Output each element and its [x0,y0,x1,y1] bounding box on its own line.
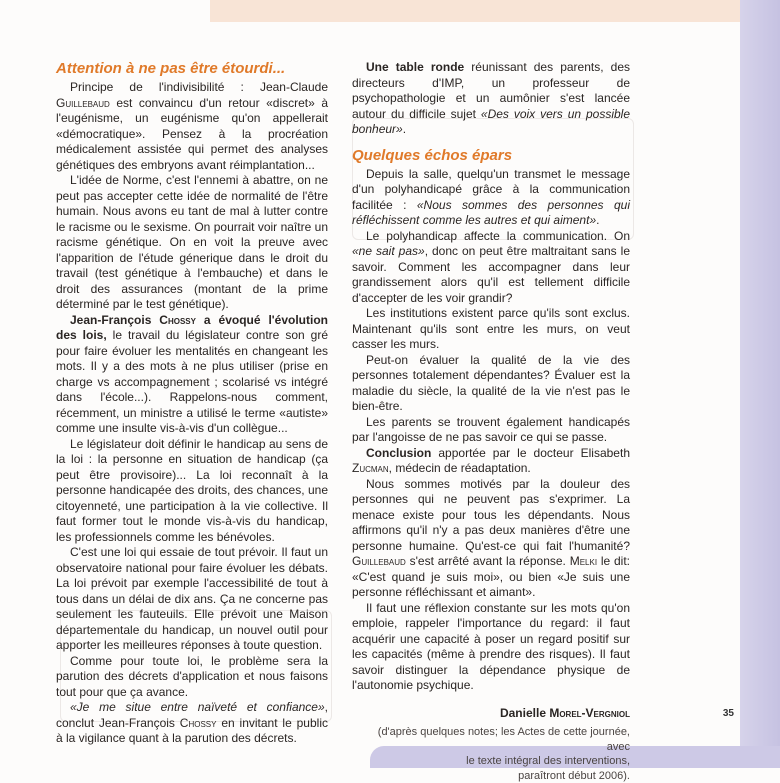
quote: «Nous sommes des personnes qui réfléchissent comme les autres et qui aiment» [352,197,630,227]
author-signature: Danielle Morel-Vergniol [499,705,630,720]
paragraph: Une table ronde réunissant des parents, des directeurs d'IMP, un professeur de psychopathologie et un aumônier s'est lancée autour du difficile sujet «Des voix vers un possible bonheur». [352,60,630,136]
section-heading-attention: Attention à ne pas être étourdi... [56,60,286,77]
author-name: Guillebaud [56,95,110,110]
page-number: 35 [722,708,734,719]
paragraph: Nous sommes motivés par la douleur des personnes qui ne peuvent pas s'exprimer. La menace existe pour tous les dépendants. Nous affirmons qu'il n'y a pas deux manières d'être une personne humaine. Qu'est-ce qui fait l'humanité? Guillebaud s'est arrêté avant la réponse. Melki le dit: «C'est quand je suis moi», ou bien «Je suis une personne réfléchissant et aimant». [352,476,631,599]
paragraph: Le législateur doit définir le handicap au sens de la loi : la personne en situation de handicap (ça peut être provisoire)... La loi reconnaît à la personne handicapée des droits, des chances, une citoyenneté, une participation à la vie collective. Il faut former tout le monde vis-à-vis du handicap, les professionnels comme les bénévoles. [56,436,328,544]
paragraph: «Je me situe entre naïveté et confiance», conclut Jean-François Chossy en invitant le public à la vigilance quant à la parution des décrets. [56,700,328,745]
paragraph: C'est une loi qui essaie de tout prévoir. Il faut un observatoire national pour faire évoluer les débats. La loi prévoit par exemple l'accessibilité de tout à tous dans un délai de dix ans. Ça ne concerne pas seulement les fauteuils. Elle prévoit une Maison départementale du handicap, un nouvel outil pour apporter les meilleures réponses à toute question. [56,545,328,652]
quote: «Des voix vers un possible bonheur» [352,106,630,136]
paragraph: Principe de l'indivisibilité : Jean-Claude Guillebaud est convaincu d'un retour «discret» à l'eugénisme, un eugénisme qu'on appellerait «démocratique». Pensez à la procréation médicalement assistée qui permet des analyses génétiques des embryons avant réimplantation... [56,80,328,172]
paragraph: Conclusion apportée par le docteur Elisabeth Zucman, médecin de réadaptation. [352,445,630,475]
lead-in-bold: Jean-François Chossy a évoqué l'évolution des lois, [56,312,328,342]
paragraph: Les parents se trouvent également handicapés par l'angoisse de ne pas savoir ce qui se passe. [352,414,630,444]
right-column [352,60,630,783]
paragraph: Depuis la salle, quelqu'un transmet le message d'un polyhandicapé grâce à la communication facilitée : «Nous sommes des personnes qui réfléchissent comme les autres et qui aiment». [352,166,630,227]
paragraph: Peut-on évaluer la qualité de la vie des personnes totalement dépendantes? Évaluer est la maladie du siècle, la qualité de la vie n'est pas le bien-être. [352,352,630,413]
paragraph: Le polyhandicap affecte la communication. On «ne sait pas», donc on peut être maltraitant sans le savoir. Comment les accompagner dans leur grandissement alors qu'il est tellement difficile d'accepter de les voir grandir? [352,228,630,305]
paragraph: L'idée de Norme, c'est l'ennemi à abattre, on ne peut pas accepter cette idée de normalité de l'être humain. Nous avons eu tant de mal à lutter contre le racisme ou le sexisme. On pourrait voir naître un racisme génétique. On en voit la preuve avec l'apparition de l'étude génerique dans le droit du travail (test génétique à l'embauche) et dans le droit des assurances (montant de la prime déterminé par le test génétique). [56,173,328,311]
left-column [56,60,328,747]
lead-in-bold: Une table ronde [366,60,465,74]
quote: «ne sait pas» [352,244,425,258]
paragraph: Il faut une réflexion constante sur les mots qu'on emploie, rappeler l'importance du regard: il faut acquérir une capacité à poser un regard positif sur les capacités (même à prendre des risques). Il faut savoir distinguer la dépendance physique de l'autonomie psychique. [352,600,630,692]
right-decorative-band [740,0,780,768]
section-heading-echos: Quelques échos épars [352,146,513,164]
paragraph: Comme pour toute loi, le problème sera la parution des décrets d'application et nous faisons tout pour que ça avance. [56,653,328,699]
paragraph: Jean-François Chossy a évoqué l'évolution des lois, le travail du législateur contre son gré pour faire évoluer les mentalités en changeant les mots. Il y a des mots à ne plus utiliser (prise en charge vs accompagnement ; scolarisé vs intégré dans l'école...). Rappelons-nous comment, récemment, un ministre a utilisé le terme «autiste» comme une insulte vis-à-vis d'un collègue... [56,312,328,435]
source-note: (d'après quelques notes; les Actes de cette journée, avec le texte intégral des interventions, paraîtront début 2006). [377,726,630,782]
top-decorative-band [210,0,740,22]
paragraph: Les institutions existent parce qu'ils sont exclus. Maintenant qu'ils sont entre les murs, on veut casser les murs. [352,306,630,351]
lead-in-bold: Conclusion [366,445,432,460]
quote: «Je me situe entre naïveté et confiance» [70,700,325,714]
